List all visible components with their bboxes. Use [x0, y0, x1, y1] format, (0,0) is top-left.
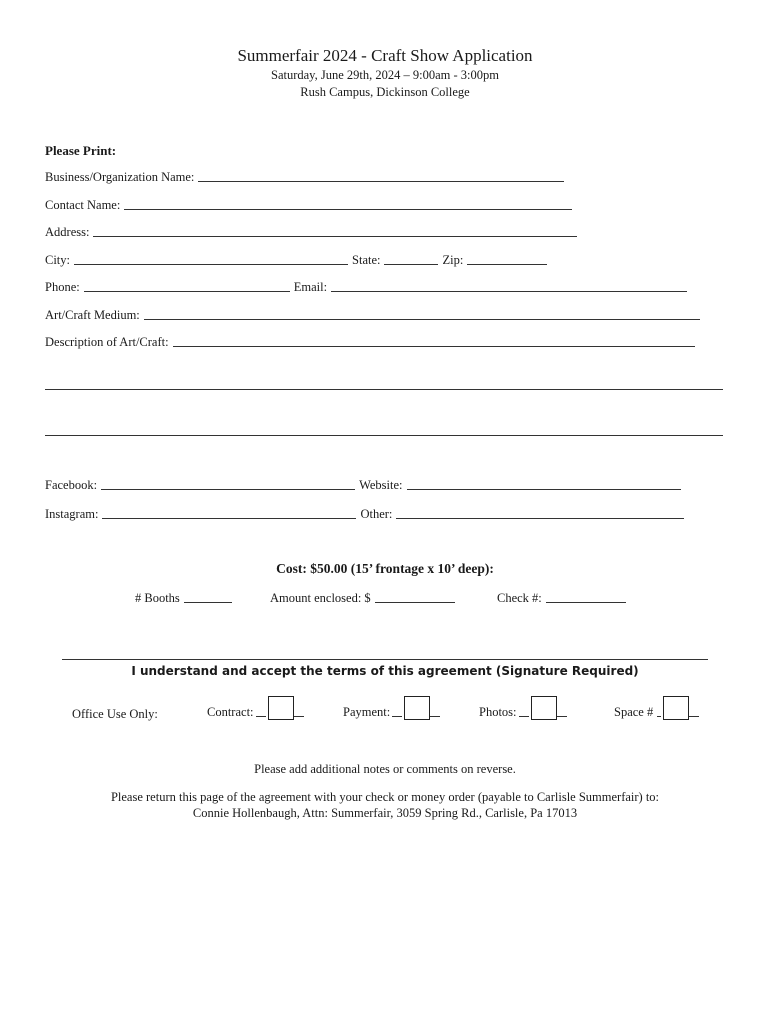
city-label: City: — [45, 253, 71, 267]
photos-checkbox[interactable] — [531, 696, 557, 720]
contract-group — [207, 696, 304, 720]
email-label: Email: — [293, 280, 328, 294]
return-address: Connie Hollenbaugh, Attn: Summerfair, 3059 Spring Rd., Carlisle, Pa 17013 — [192, 806, 578, 820]
address-label: Address: — [45, 225, 90, 239]
check-group — [497, 591, 630, 606]
booths-group — [135, 591, 236, 606]
phone-field[interactable] — [84, 290, 290, 292]
photos-label: Photos: — [479, 705, 517, 719]
payment-group — [343, 696, 440, 720]
description-field[interactable] — [173, 345, 695, 347]
please-print-heading: Please Print: — [45, 143, 117, 158]
payment-label: Payment: — [343, 705, 391, 719]
return-instructions: Please return this page of the agreement with your check or money order (payable to Carlisle Summerfair) to: — [110, 790, 660, 804]
contract-label: Contract: — [207, 705, 254, 719]
contact-name-label: Contact Name: — [45, 198, 121, 212]
other-label: Other: — [360, 507, 393, 521]
description-line-3[interactable] — [45, 435, 723, 436]
space-label: Space # — [614, 705, 654, 719]
instagram-field[interactable] — [102, 517, 356, 519]
medium-row — [45, 308, 704, 323]
amount-group — [270, 591, 459, 606]
instagram-other-row — [45, 507, 688, 522]
booths-field[interactable] — [184, 601, 232, 603]
medium-field[interactable] — [144, 318, 700, 320]
business-name-field[interactable] — [198, 180, 564, 182]
notes-text: Please add additional notes or comments on reverse. — [254, 762, 516, 776]
zip-label: Zip: — [442, 253, 464, 267]
facebook-field[interactable] — [101, 488, 355, 490]
payment-checkbox[interactable] — [404, 696, 430, 720]
city-field[interactable] — [74, 263, 348, 265]
business-name-label: Business/Organization Name: — [45, 170, 195, 184]
cost-heading: Cost: $50.00 (15’ frontage x 10’ deep): — [276, 561, 494, 576]
check-label: Check #: — [497, 591, 542, 605]
business-name-row — [45, 170, 568, 185]
description-label: Description of Art/Craft: — [45, 335, 169, 349]
event-location: Rush Campus, Dickinson College — [300, 85, 470, 99]
space-group — [614, 696, 699, 720]
description-row — [45, 335, 699, 350]
amount-label: Amount enclosed: $ — [270, 591, 371, 605]
amount-field[interactable] — [375, 601, 455, 603]
zip-field[interactable] — [467, 263, 547, 265]
contact-name-row — [45, 198, 576, 213]
phone-label: Phone: — [45, 280, 80, 294]
state-field[interactable] — [384, 263, 438, 265]
state-label: State: — [352, 253, 381, 267]
event-date: Saturday, June 29th, 2024 – 9:00am - 3:00pm — [271, 68, 499, 82]
check-field[interactable] — [546, 601, 626, 603]
page-title: Summerfair 2024 - Craft Show Application — [237, 46, 533, 65]
website-label: Website: — [359, 478, 403, 492]
booths-label: # Booths — [135, 591, 180, 605]
contact-name-field[interactable] — [124, 208, 572, 210]
instagram-label: Instagram: — [45, 507, 99, 521]
email-field[interactable] — [331, 290, 687, 292]
signature-line[interactable] — [62, 659, 708, 660]
city-state-zip-row — [45, 253, 551, 268]
facebook-website-row — [45, 478, 685, 493]
address-row — [45, 225, 581, 240]
space-checkbox[interactable] — [663, 696, 689, 720]
phone-email-row — [45, 280, 691, 295]
address-field[interactable] — [93, 235, 577, 237]
office-use-label: Office Use Only: — [72, 707, 158, 721]
signature-label: I understand and accept the terms of this agreement (Signature Required) — [131, 664, 639, 678]
photos-group — [479, 696, 567, 720]
website-field[interactable] — [407, 488, 681, 490]
facebook-label: Facebook: — [45, 478, 98, 492]
other-field[interactable] — [396, 517, 684, 519]
description-line-2[interactable] — [45, 389, 723, 390]
medium-label: Art/Craft Medium: — [45, 308, 140, 322]
contract-checkbox[interactable] — [268, 696, 294, 720]
